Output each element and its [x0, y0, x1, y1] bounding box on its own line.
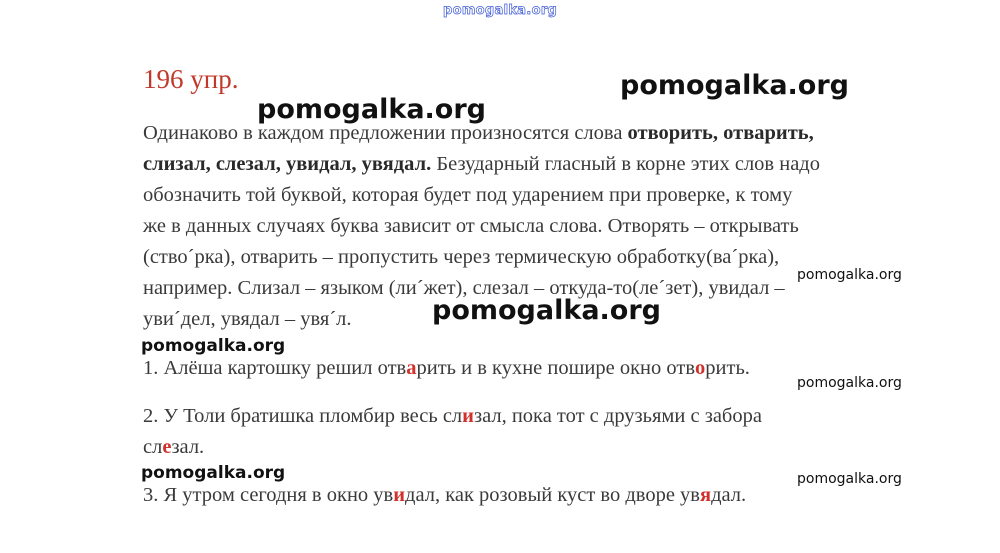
example-sentence-2: 2. У Толи братишка пломбир весь слизал, пока тот с друзьями с забора	[143, 405, 762, 427]
watermark: pomogalka.org	[432, 295, 661, 326]
watermark: pomogalka.org	[257, 94, 486, 125]
explanation-line-2: слизал, слезал, увидал, увядал. Безударный гласный в корне этих слов надо	[143, 153, 820, 175]
explanation-line-3: обозначить той буквой, которая будет под ударением при проверке, к тому	[143, 184, 793, 206]
explanation-line-7: уви´дел, увядал – увя´л.	[143, 308, 352, 330]
watermark: pomogalka.org	[797, 375, 902, 391]
watermark: pomogalka.org	[797, 471, 902, 487]
explanation-line-4: же в данных случаях буква зависит от смысла слова. Отворять – открывать	[143, 215, 799, 237]
example-sentence-3: 3. Я утром сегодня в окно увидал, как розовый куст во дворе увядал.	[143, 484, 747, 506]
example-sentence-1: 1. Алёша картошку решил отварить и в кухне пошире окно отворить.	[143, 357, 750, 379]
watermark: pomogalka.org	[141, 336, 286, 356]
watermark: pomogalka.org	[141, 463, 286, 483]
watermark: pomogalka.org	[620, 70, 849, 101]
explanation-line-5: (ство´рка), отварить – пропустить через термическую обработку(ва´рка),	[143, 246, 780, 268]
exercise-title: 196 упр.	[143, 64, 239, 94]
top-watermark: pomogalka.org	[443, 3, 558, 18]
watermark: pomogalka.org	[797, 267, 902, 283]
explanation-line-6: например. Слизал – языком (ли´жет), слезал – откуда-то(ле´зет), увидал –	[143, 277, 785, 299]
explanation-line-1: Одинаково в каждом предложении произносятся слова отворить, отварить,	[143, 122, 814, 144]
example-sentence-2-cont: слезал.	[143, 436, 205, 458]
